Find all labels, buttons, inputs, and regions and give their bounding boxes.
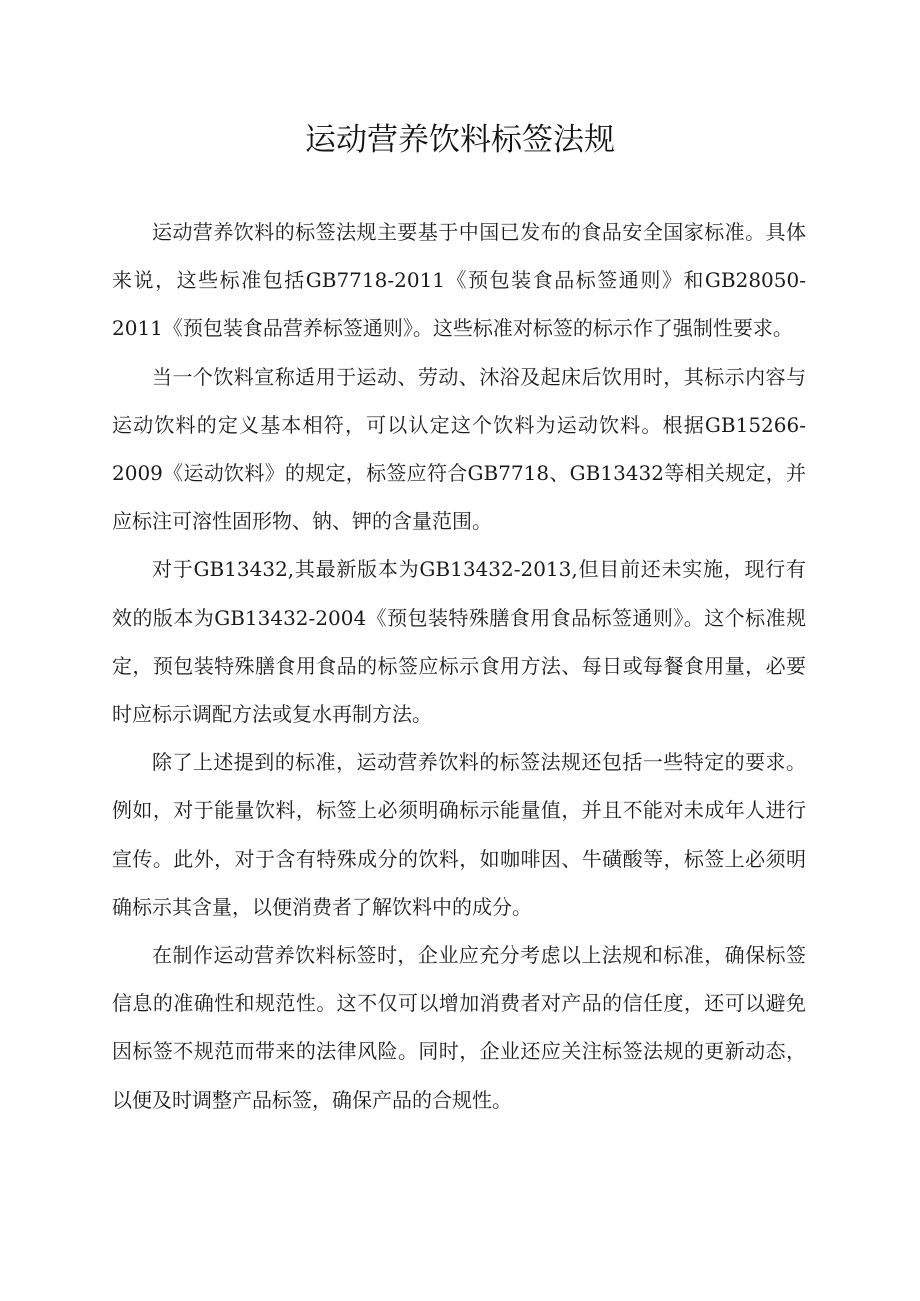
paragraph-conclusion: 在制作运动营养饮料标签时，企业应充分考虑以上法规和标准，确保标签信息的准确性和规范性。这不仅可以增加消费者对产品的信任度，还可以避免因标签不规范而带来的法律风险。同时，企业还应关注标签法规的更新动态，以便及时调整产品标签，确保产品的合规性。 xyxy=(112,943,806,1112)
paragraph-definition: 当一个饮料宣称适用于运动、劳动、沐浴及起床后饮用时，其标示内容与运动饮料的定义基本相符，可以认定这个饮料为运动饮料。根据GB15266-2009《运动饮料》的规定，标签应符合GB7718、GB13432等相关规定，并应标注可溶性固形物、钠、钾的含量范围。 xyxy=(112,364,806,534)
paragraph-special-requirements: 除了上述提到的标准，运动营养饮料的标签法规还包括一些特定的要求。例如，对于能量饮料，标签上必须明确标示能量值，并且不能对未成年人进行宣传。此外，对于含有特殊成分的饮料，如咖啡因、牛磺酸等，标签上必须明确标示其含量，以便消费者了解饮料中的成分。 xyxy=(112,750,806,919)
document-title: 运动营养饮料标签法规 xyxy=(305,122,615,158)
paragraph-intro: 运动营养饮料的标签法规主要基于中国已发布的食品安全国家标准。具体来说，这些标准包括GB7718-2011《预包装食品标签通则》和GB28050-2011《预包装食品营养标签通则》。这些标准对标签的标示作了强制性要求。 xyxy=(112,220,806,341)
paragraph-gb13432: 对于GB13432,其最新版本为GB13432-2013,但目前还未实施，现行有效的版本为GB13432-2004《预包装特殊膳食用食品标签通则》。这个标准规定，预包装特殊膳食用食品的标签应标示食用方法、每日或每餐食用量，必要时应标示调配方法或复水再制方法。 xyxy=(112,557,806,727)
document-body xyxy=(112,208,806,1124)
